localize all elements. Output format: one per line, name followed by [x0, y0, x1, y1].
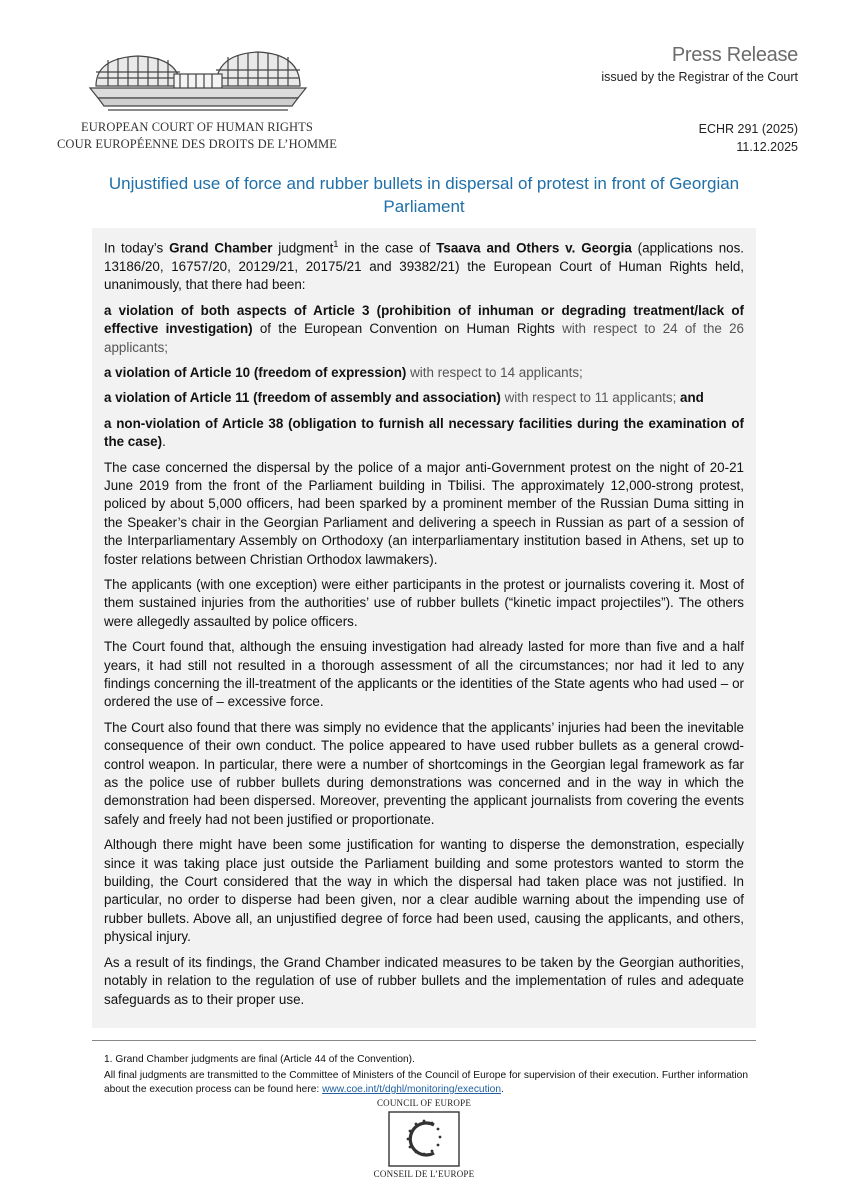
bold-run: Grand Chamber — [169, 240, 273, 256]
issued-by-line: issued by the Registrar of the Court — [601, 70, 798, 84]
text-run: (applications nos. 13186/20, 16757/20, 20129/21, 20175/21 and 39382/21) the European Court of Human Rights held, unanimously, that there had been: — [104, 240, 745, 293]
case-name: Tsaava and Others v. Georgia — [436, 240, 632, 256]
court-name-english: EUROPEAN COURT OF HUMAN RIGHTS — [81, 120, 313, 134]
coe-name-french: CONSEIL DE L’EUROPE — [373, 1169, 475, 1179]
finding-article-10 — [104, 364, 744, 382]
release-reference: ECHR 291 (2025) — [698, 122, 798, 136]
press-release-title: Press Release — [671, 44, 798, 66]
release-date: 11.12.2025 — [736, 140, 798, 154]
summary-box — [92, 228, 756, 1028]
paragraph-applicants: The applicants (with one exception) were either participants in the protest or journalists covering it. Most of them sustained injuries from the authorities’ use of rubber bullets (“kinetic impact projectiles”). The others were allegedly assaulted by police officers. — [104, 576, 744, 629]
text-run: . — [501, 1084, 504, 1095]
text-run: judgment — [272, 240, 334, 256]
text-run: with respect to 14 applicants; — [406, 364, 583, 380]
finding-article-11 — [104, 389, 744, 407]
court-name-french: COUR EUROPÉENNE DES DROITS DE L’HOMME — [57, 137, 337, 151]
footnote-divider — [92, 1040, 756, 1041]
footnote-execution — [104, 1069, 748, 1097]
bold-run: a non-violation of Article 38 (obligation to furnish all necessary facilities during the examination of the case) — [104, 415, 744, 450]
finding-article-3 — [104, 302, 744, 357]
paragraph-measures: As a result of its findings, the Grand Chamber indicated measures to be taken by the Georgian authorities, notably in relation to the regulation of use of rubber bullets and the implementation of rules and adequate safeguards as to their proper use. — [104, 954, 744, 1007]
intro-paragraph — [104, 235, 744, 295]
council-of-europe-logo — [364, 1098, 484, 1198]
footnotes — [104, 1053, 748, 1099]
finding-article-38 — [104, 415, 744, 452]
text-run: All final judgments are transmitted to the Committee of Ministers of the Council of Europe for supervision of their execution. Further information about the execution process can be found here: — [104, 1070, 748, 1095]
paragraph-case-background: The case concerned the dispersal by the police of a major anti-Government protest on the night of 20-21 June 2019 from the front of the Parliament building in Tbilisi. The approximately 12,000-strong protest, policed by about 5,000 officers, had been sparked by a prominent member of the Russian Duma sitting in the Speaker’s chair in the Georgian Parliament and delivering a speech in Russian as part of a session of the Interparliamentary Assembly on Orthodoxy (an interparliamentary institution based in Athens, set up to foster relations between Christian Orthodox lawmakers). — [104, 459, 744, 567]
paragraph-rubber-bullets: The Court also found that there was simply no evidence that the applicants’ injuries had been the inevitable consequence of their own conduct. The police appeared to have used rubber bullets as a general crowd-control weapon. In particular, there were a number of shortcomings in the Georgian legal framework as far as the police use of rubber bullets during demonstrations was concerned and in the way in which the demonstration had been dispersed. Moreover, preventing the applicant journalists from covering the events safely and freely had not been justified or proportionate. — [104, 719, 744, 827]
text-run: with respect to 11 applicants; — [500, 390, 681, 406]
execution-link[interactable]: www.coe.int/t/dghl/monitoring/execution — [322, 1084, 502, 1095]
bold-run: a violation of Article 11 (freedom of assembly and association) — [104, 390, 501, 406]
court-building-icon — [88, 48, 308, 118]
text-run: in the case of — [338, 240, 437, 256]
text-run: of the European Convention on Human Rights — [252, 321, 563, 337]
council-of-europe-emblem-icon — [388, 1111, 460, 1167]
headline: Unjustified use of force and rubber bullets in dispersal of protest in front of Georgian Parliament — [108, 174, 740, 216]
footnote-1: 1. Grand Chamber judgments are final (Article 44 of the Convention). — [104, 1054, 415, 1065]
paragraph-investigation: The Court found that, although the ensuing investigation had already lasted for more than five and a half years, it had still not resulted in a thorough assessment of all the circumstances; nor had it led to any findings concerning the ill-treatment of the applicants or the identities of the State agents who had used – or ordered the use of – excessive force. — [104, 639, 744, 710]
paragraph-dispersal: Although there might have been some justification for wanting to disperse the demonstration, especially since it was taking place just outside the Parliament building and some protestors wanted to storm the building, the Court considered that the way in which the dispersal had taken place was not justified. In particular, no order to disperse had been given, nor a clear audible warning about the impending use of rubber bullets. Above all, an unjustified degree of force had been used, causing the applicants, and others, physical injury. — [104, 837, 744, 945]
bold-run: a violation of Article 10 (freedom of expression) — [104, 364, 407, 380]
text-run: . — [162, 434, 166, 450]
bold-run: a violation of both aspects of Article 3 (prohibition of inhuman or degrading treatment/lack of effective investigation) — [104, 302, 744, 337]
footnote-ref: 1 — [333, 239, 339, 249]
bold-run: and — [680, 390, 704, 406]
text-run: with respect to 24 of the 26 applicants; — [104, 321, 744, 355]
text-run: In today’s — [104, 240, 170, 256]
coe-name-english: COUNCIL OF EUROPE — [376, 1098, 472, 1108]
